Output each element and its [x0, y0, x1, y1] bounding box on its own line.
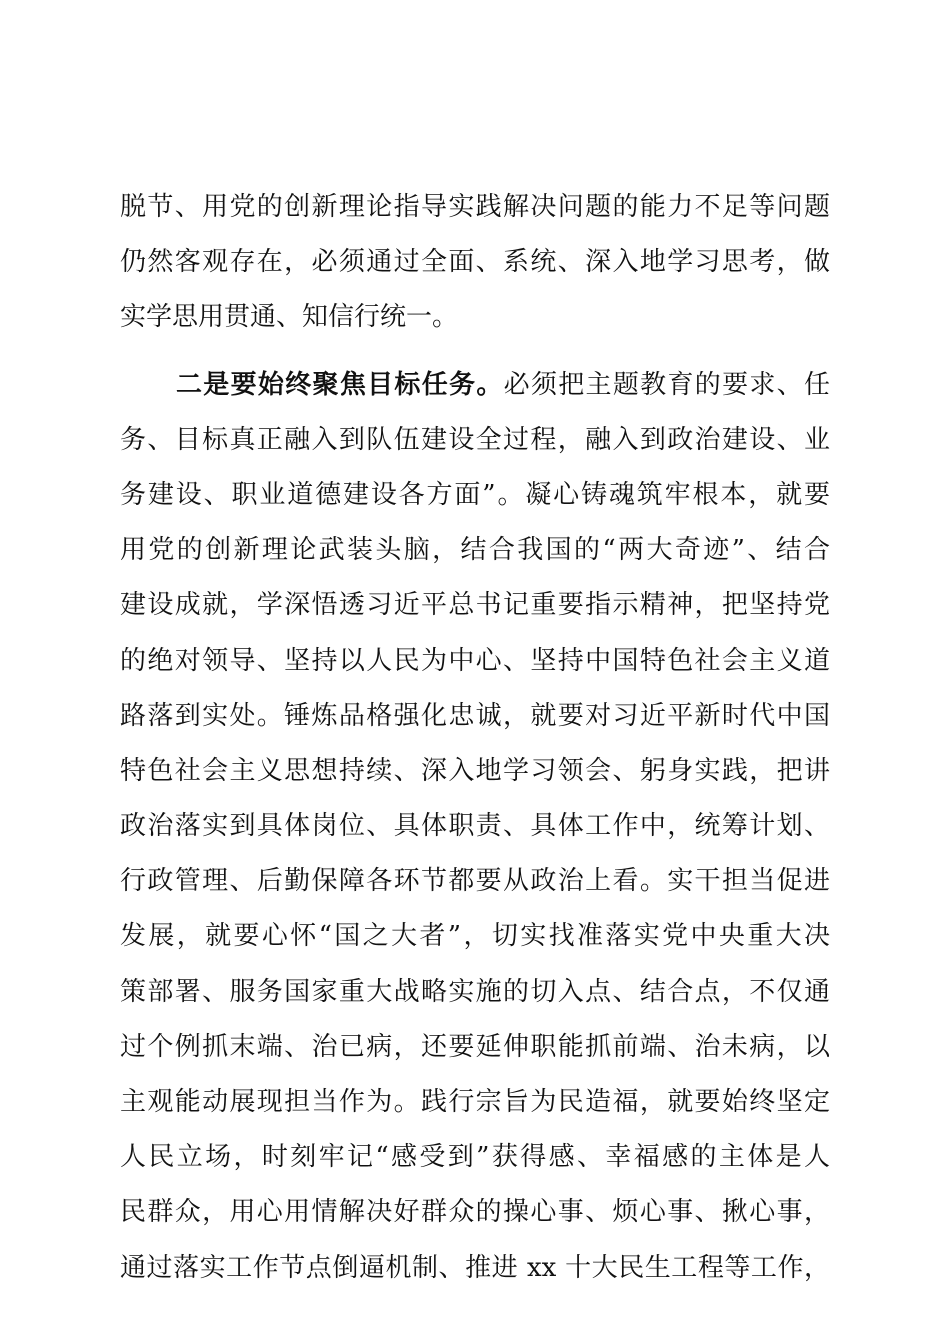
- paragraph-2-first-line-text: 必须把主题教育的要求、任: [503, 369, 830, 400]
- paragraph-2-line: 用党的创新理论武装头脑，结合我国的“两大奇迹”、结合: [120, 535, 830, 566]
- paragraph-1-line: 仍然客观存在，必须通过全面、系统、深入地学习思考，做: [120, 247, 830, 278]
- paragraph-2-line: 特色社会主义思想持续、深入地学习领会、躬身实践，把讲: [120, 755, 830, 786]
- paragraph-1-line: 脱节、用党的创新理论指导实践解决问题的能力不足等问题: [120, 192, 830, 222]
- paragraph-2-line: 民群众，用心用情解决好群众的操心事、烦心事、揪心事，: [120, 1197, 830, 1228]
- paragraph-2-line: 行政管理、后勤保障各环节都要从政治上看。实干担当促进: [120, 866, 830, 897]
- paragraph-2-heading: 二是要始终聚焦目标任务。: [176, 369, 504, 400]
- paragraph-2-first-line: [120, 358, 830, 413]
- paragraph-2: [120, 358, 830, 1296]
- paragraph-2-line: 主观能动展现担当作为。践行宗旨为民造福，就要始终坚定: [120, 1087, 830, 1117]
- document-page: [120, 180, 830, 1296]
- paragraph-2-line: 务、目标真正融入到队伍建设全过程，融入到政治建设、业: [120, 424, 830, 455]
- paragraph-2-line: 政治落实到具体岗位、具体职责、具体工作中，统筹计划、: [120, 811, 830, 842]
- paragraph-2-line: 发展，就要心怀“国之大者”，切实找准落实党中央重大决: [120, 921, 830, 952]
- paragraph-2-line: 的绝对领导、坚持以人民为中心、坚持中国特色社会主义道: [120, 645, 830, 676]
- paragraph-2-line: 过个例抓末端、治已病，还要延伸职能抓前端、治未病，以: [120, 1031, 830, 1062]
- paragraph-2-line: 人民立场，时刻牢记“感受到”获得感、幸福感的主体是人: [120, 1142, 830, 1173]
- paragraph-1: [120, 180, 830, 346]
- paragraph-spacing: [120, 346, 830, 358]
- paragraph-2-line: 建设成就，学深悟透习近平总书记重要指示精神，把坚持党: [120, 590, 830, 621]
- paragraph-2-line: 路落到实处。锤炼品格强化忠诚，就要对习近平新时代中国: [120, 700, 830, 731]
- paragraph-2-line: 策部署、服务国家重大战略实施的切入点、结合点，不仅通: [120, 976, 830, 1007]
- paragraph-1-line: 实学思用贯通、知信行统一。: [120, 302, 459, 333]
- paragraph-2-line: 通过落实工作节点倒逼机制、推进 xx 十大民生工程等工作，: [120, 1252, 830, 1283]
- paragraph-2-line: 务建设、职业道德建设各方面”。凝心铸魂筑牢根本，就要: [120, 479, 830, 510]
